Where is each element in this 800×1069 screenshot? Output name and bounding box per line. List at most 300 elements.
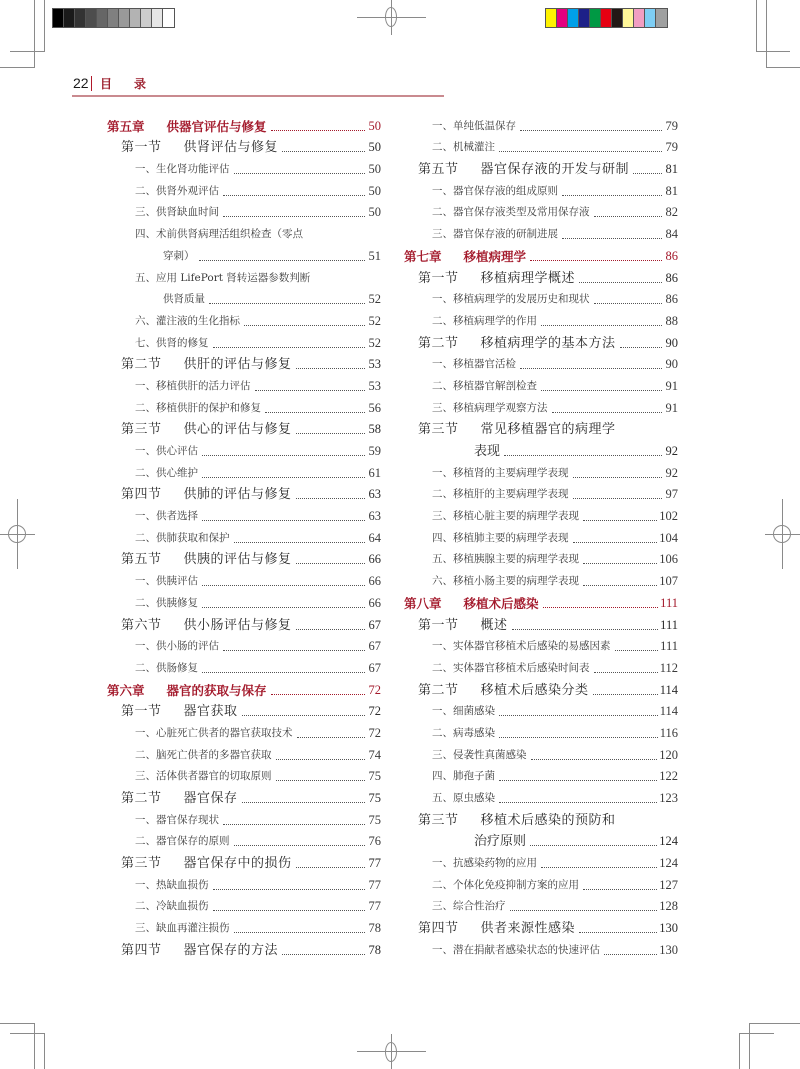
toc-page-number: 66 [368,595,381,610]
toc-page-number: 86 [665,292,678,307]
toc-entry-item[interactable] [404,394,678,416]
dot-leader [213,910,366,911]
toc-entry-text: 供胰的评估与修复 [183,552,292,568]
toc-entry-title: 三、移植心脏主要的病理学表现 [432,510,579,523]
toc-entry-item[interactable] [404,459,678,481]
toc-entry-title: 表现 [474,444,501,459]
dot-leader [552,412,663,413]
toc-entry-section[interactable] [107,481,381,503]
toc-entry-item[interactable] [404,286,678,308]
toc-entry-section[interactable] [107,784,381,806]
dot-leader [223,650,365,651]
toc-entry-title: 二、移植肝的主要病理学表现 [432,488,569,501]
dot-leader [604,954,657,955]
crop-mark [739,1033,774,1034]
toc-entry-cont-item[interactable] [107,242,381,264]
toc-entry-text: 供器官评估与修复 [166,118,267,134]
toc-entry-item[interactable] [107,763,381,785]
color-swatch [579,9,590,27]
toc-entry-title: 二、机械灌注 [432,141,495,154]
dot-leader [282,151,365,152]
toc-entry-section[interactable] [404,914,678,936]
toc-entry-title: 二、供心维护 [135,466,198,479]
toc-entry-text: 供肝的评估与修复 [183,357,292,373]
toc-entry-chapter[interactable] [107,112,381,134]
toc-page-number: 111 [660,617,678,632]
toc-entry-item[interactable] [404,871,678,893]
toc-entry-title: 一、器官保存现状 [135,813,219,826]
toc-entry-label: 第五节 [121,552,162,568]
toc-page-number: 86 [665,270,678,285]
toc-entry-text: 器官的获取与保存 [166,682,267,698]
toc-entry-label: 第二节 [121,357,162,373]
dot-leader [242,802,365,803]
toc-entry-title: 一、生化肾功能评估 [135,163,230,176]
toc-entry-label: 第四节 [418,921,459,937]
toc-entry-title [121,791,238,806]
toc-page-number: 74 [368,747,381,762]
toc-entry-item[interactable] [107,524,381,546]
header-title: 目录 [100,77,169,91]
crop-mark [749,1023,800,1024]
toc-entry-title: 供肾质量 [163,293,205,306]
toc-entry-title: 一、移植肾的主要病理学表现 [432,466,569,479]
toc-page-number: 50 [368,183,381,198]
dot-leader [573,477,663,478]
toc-entry-label: 第六节 [121,617,162,633]
toc-entry-title [418,336,616,351]
toc-entry-label: 第三节 [418,812,459,828]
toc-entry-title: 五、原虫感染 [432,792,495,804]
toc-page-number: 114 [659,682,678,697]
dot-leader [271,130,365,131]
toc-entry-text: 供肾评估与修复 [183,140,279,156]
toc-entry-label: 第六章 [107,682,145,698]
toc-entry-item[interactable] [107,741,381,763]
toc-column-left [107,112,381,958]
toc-page-number: 52 [368,313,381,328]
toc-entry-item[interactable] [404,546,678,568]
toc-entry-text: 供者来源性感染 [480,921,576,937]
toc-entry-title: 一、实体器官移植术后感染的易感因素 [432,640,611,653]
dot-leader [583,563,657,564]
toc-entry-section[interactable] [107,611,381,633]
toc-entry-item[interactable] [107,220,381,242]
toc-entry-title: 一、器官保存液的组成原则 [432,184,558,197]
color-swatch [612,9,623,27]
toc-entry-section[interactable] [107,849,381,871]
toc-page-number: 130 [659,942,678,957]
toc-entry-title: 三、缺血再灌注损伤 [135,922,230,935]
dot-leader [530,260,662,261]
toc-column-right [404,112,678,958]
toc-entry-section[interactable] [107,416,381,438]
color-swatch [75,9,86,27]
toc-page-number: 127 [659,877,678,892]
color-swatch [119,9,130,27]
toc-entry-title: 一、移植病理学的发展历史和现状 [432,293,590,306]
toc-entry-item[interactable] [404,351,678,373]
toc-entry-chapter[interactable] [404,242,678,264]
toc-entry-title: 二、供肠修复 [135,661,198,674]
toc-entry-text: 供心的评估与修复 [183,422,292,438]
toc-entry-section[interactable] [404,416,678,438]
toc-entry-title: 一、移植供肝的活力评估 [135,379,251,392]
toc-entry-title: 三、综合性治疗 [432,900,506,913]
toc-entry-label: 第五节 [418,162,459,178]
toc-page-number: 76 [368,834,381,849]
dot-leader [296,563,365,564]
toc-entry-item[interactable] [107,502,381,524]
toc-entry-title [107,683,267,698]
dot-leader [583,585,657,586]
toc-entry-title [418,618,508,633]
toc-entry-title: 五、应用 LifePort 肾转运器参数判断 [135,271,311,284]
toc-entry-cont-item[interactable] [107,286,381,308]
toc-entry-item[interactable] [404,481,678,503]
toc-entry-title [121,943,278,958]
toc-entry-title: 二、实体器官移植术后感染时间表 [432,661,590,674]
toc-entry-title [404,249,526,264]
toc-entry-label: 第一节 [121,140,162,156]
toc-page-number: 59 [368,444,381,458]
toc-page-number: 81 [665,162,678,177]
toc-entry-cont-section[interactable] [404,828,678,850]
toc-page-number: 67 [368,617,381,632]
toc-entry-item[interactable] [107,177,381,199]
toc-entry-section[interactable] [107,546,381,568]
toc-entry-title [418,422,616,437]
header-divider [91,76,92,91]
color-swatch [634,9,645,27]
toc-entry-item[interactable] [404,134,678,156]
dot-leader [297,737,366,738]
toc-entry-item[interactable] [404,741,678,763]
toc-entry-title: 一、供小肠的评估 [135,640,219,653]
toc-entry-item[interactable] [107,633,381,655]
toc-entry-section[interactable] [404,155,678,177]
toc-entry-text: 常见移植器官的病理学 [480,422,616,438]
toc-entry-chapter[interactable] [404,589,678,611]
toc-entry-item[interactable] [404,307,678,329]
header-rule [72,95,444,97]
toc-entry-cont-section[interactable] [404,437,678,459]
toc-entry-item[interactable] [107,806,381,828]
toc-entry-item[interactable] [107,199,381,221]
toc-entry-section[interactable] [404,611,678,633]
toc-page-number: 112 [659,660,678,675]
toc-entry-item[interactable] [404,502,678,524]
dot-leader [573,542,658,543]
color-swatch [163,9,174,27]
toc-entry-item[interactable] [404,719,678,741]
toc-page-number: 72 [368,725,381,740]
toc-page-number: 75 [368,812,381,827]
dot-leader [255,390,366,391]
toc-page-number: 67 [368,639,381,654]
toc-entry-item[interactable] [107,459,381,481]
dot-leader [265,412,365,413]
color-swatch [64,9,75,27]
toc-entry-text: 器官保存中的损伤 [183,856,292,872]
toc-page-number: 50 [368,205,381,220]
dot-leader [562,238,662,239]
toc-entry-item[interactable] [107,307,381,329]
crop-mark [766,67,800,68]
dot-leader [562,195,662,196]
toc-entry-item[interactable] [107,329,381,351]
dot-leader [296,433,365,434]
color-swatch [623,9,634,27]
toc-page-number: 104 [659,530,678,545]
toc-entry-text: 移植术后感染分类 [480,682,589,698]
toc-page-number: 67 [368,660,381,675]
toc-page-number: 63 [368,487,381,502]
toc-entry-label: 第二节 [418,335,459,351]
toc-page-number: 116 [659,725,678,740]
toc-entry-title [121,140,278,155]
toc-entry-title: 二、移植病理学的作用 [432,314,537,327]
toc-entry-title: 一、热缺血损伤 [135,878,209,891]
dot-leader [594,216,663,217]
toc-entry-item[interactable] [404,893,678,915]
toc-entry-section[interactable] [404,806,678,828]
toc-entry-text: 概述 [480,617,508,633]
toc-page-number: 102 [659,509,678,524]
toc-entry-title: 治疗原则 [474,834,527,850]
toc-entry-title: 三、移植病理学观察方法 [432,401,548,414]
toc-entry-item[interactable] [404,112,678,134]
dot-leader [512,629,659,630]
toc-entry-item[interactable] [404,936,678,958]
toc-entry-title [418,921,575,936]
toc-entry-item[interactable] [404,633,678,655]
toc-entry-item[interactable] [404,784,678,806]
dot-leader [296,629,365,630]
dot-leader [530,845,657,846]
toc-entry-label: 第二节 [418,682,459,698]
toc-entry-item[interactable] [404,763,678,785]
toc-entry-item[interactable] [107,567,381,589]
toc-page-number: 111 [660,639,678,654]
toc-entry-title: 二、供胰修复 [135,596,198,609]
dot-leader [276,759,366,760]
page-number: 22 [73,75,89,91]
toc-entry-title: 四、移植肺主要的病理学表现 [432,531,569,544]
toc-page-number: 53 [368,357,381,372]
toc-entry-title: 一、供者选择 [135,510,198,523]
toc-entry-item[interactable] [107,893,381,915]
dot-leader [541,390,662,391]
dot-leader [633,173,662,174]
toc-entry-title: 一、细菌感染 [432,705,495,718]
toc-page-number: 79 [665,140,678,155]
color-swatch [601,9,612,27]
toc-page-number: 64 [368,530,381,545]
crop-mark [44,1033,45,1069]
dot-leader [234,845,366,846]
toc-entry-item[interactable] [107,589,381,611]
toc-entry-title [121,704,238,719]
dot-leader [541,325,662,326]
color-swatch [546,9,557,27]
toc-entry-text: 器官保存液的开发与研制 [480,162,630,178]
toc-page-number: 90 [665,357,678,372]
dot-leader [499,151,662,152]
dot-leader [620,347,662,348]
toc-entry-label: 第一节 [121,704,162,720]
crop-mark [756,0,757,52]
toc-entry-section[interactable] [107,134,381,156]
color-swatch [97,9,108,27]
toc-entry-title [418,271,575,286]
toc-entry-item[interactable] [404,177,678,199]
toc-entry-label: 第一节 [418,617,459,633]
toc-entry-item[interactable] [107,914,381,936]
toc-entry-section[interactable] [107,936,381,958]
toc-page-number: 90 [665,335,678,350]
toc-entry-title: 一、移植器官活检 [432,358,516,371]
toc-entry-item[interactable] [404,199,678,221]
toc-entry-title [121,552,292,567]
toc-entry-title: 一、抗感染药物的应用 [432,857,537,870]
toc-entry-item[interactable] [107,155,381,177]
toc-page-number: 79 [665,118,678,133]
toc-entry-title: 二、供肾外观评估 [135,184,219,197]
toc-entry-item[interactable] [107,394,381,416]
toc-entry-section[interactable] [404,329,678,351]
color-swatch [645,9,656,27]
toc-page-number: 75 [368,769,381,784]
toc-entry-item[interactable] [404,567,678,589]
color-swatch [152,9,163,27]
toc-page-number: 97 [665,487,678,502]
toc-page-number: 77 [368,899,381,914]
dot-leader [234,173,366,174]
toc-page-number: 124 [659,856,678,871]
toc-entry-item[interactable] [107,654,381,676]
dot-leader [583,889,657,890]
toc-entry-title: 二、病毒感染 [432,726,495,739]
toc-entry-text: 移植病理学 [463,248,527,264]
toc-entry-title: 二、脑死亡供者的多器官获取 [135,748,272,761]
toc-entry-item[interactable] [107,264,381,286]
color-swatch [86,9,97,27]
toc-entry-label: 第二节 [121,791,162,806]
dot-leader [594,303,663,304]
dot-leader [202,672,365,673]
toc-page-number: 82 [665,205,678,220]
toc-entry-item[interactable] [404,849,678,871]
toc-page-number: 52 [368,335,381,350]
dot-leader [234,932,366,933]
toc-page-number: 81 [665,183,678,198]
toc-page-number: 51 [368,248,381,263]
toc-entry-label: 第八章 [404,595,442,611]
crop-mark [10,51,45,52]
toc-entry-text: 器官保存 [183,791,238,806]
color-swatch [53,9,64,27]
toc-entry-text: 移植术后感染的预防和 [480,812,616,828]
toc-entry-item[interactable] [404,220,678,242]
toc-entry-item[interactable] [107,828,381,850]
toc-entry-item[interactable] [404,524,678,546]
toc-entry-title: 一、潜在捐献者感染状态的快速评估 [432,943,600,956]
toc-entry-title: 二、器官保存的原则 [135,835,230,848]
toc-entry-title: 三、器官保存液的研制进展 [432,228,558,241]
color-swatch [568,9,579,27]
toc-entry-title [418,162,629,177]
color-swatch [130,9,141,27]
toc-page-number: 50 [368,140,381,155]
toc-entry-text: 移植术后感染 [463,595,539,611]
toc-entry-title: 二、个体化免疫抑制方案的应用 [432,878,579,891]
toc-entry-item[interactable] [107,372,381,394]
toc-entry-title [121,618,292,633]
dot-leader [541,867,657,868]
grayscale-color-bar [52,8,175,28]
toc-entry-section[interactable] [107,351,381,373]
toc-entry-item[interactable] [107,719,381,741]
toc-page-number: 88 [665,313,678,328]
toc-page-number: 52 [368,292,381,307]
toc-entry-item[interactable] [107,437,381,459]
toc-page-number: 92 [665,444,678,458]
toc-page-number: 106 [659,552,678,567]
dot-leader [202,477,365,478]
dot-leader [223,824,365,825]
toc-page-number: 107 [659,574,678,589]
dot-leader [271,694,365,695]
toc-entry-section[interactable] [404,676,678,698]
toc-entry-label: 第五章 [107,118,145,134]
dot-leader [213,889,366,890]
dot-leader [583,520,657,521]
toc-entry-title: 一、心脏死亡供者的器官获取技术 [135,726,293,739]
dot-leader [209,303,365,304]
dot-leader [202,455,365,456]
toc-entry-section[interactable] [107,698,381,720]
toc-page-number: 72 [368,704,381,719]
toc-entry-item[interactable] [107,871,381,893]
crop-mark [10,1033,45,1034]
toc-entry-item[interactable] [404,698,678,720]
toc-page-number: 63 [368,509,381,524]
toc-entry-title: 一、供心评估 [135,445,198,457]
toc-entry-title: 六、灌注液的生化指标 [135,314,240,327]
toc-page-number: 50 [368,162,381,177]
dot-leader [242,715,365,716]
color-swatch [557,9,568,27]
toc-page-number: 114 [659,704,678,719]
toc-entry-title: 五、移植胰腺主要的病理学表现 [432,553,579,566]
dot-leader [504,455,662,456]
toc-page-number: 75 [368,791,381,805]
toc-entry-chapter[interactable] [107,676,381,698]
toc-page-number: 124 [659,834,678,849]
toc-entry-item[interactable] [404,654,678,676]
dot-leader [520,368,662,369]
toc-entry-title: 一、供胰评估 [135,575,198,588]
toc-page-number: 128 [659,899,678,914]
toc-entry-item[interactable] [404,372,678,394]
dot-leader [202,520,365,521]
dot-leader [499,802,657,803]
dot-leader [223,216,365,217]
color-swatch [590,9,601,27]
toc-entry-label: 第三节 [418,422,459,438]
toc-entry-section[interactable] [404,264,678,286]
